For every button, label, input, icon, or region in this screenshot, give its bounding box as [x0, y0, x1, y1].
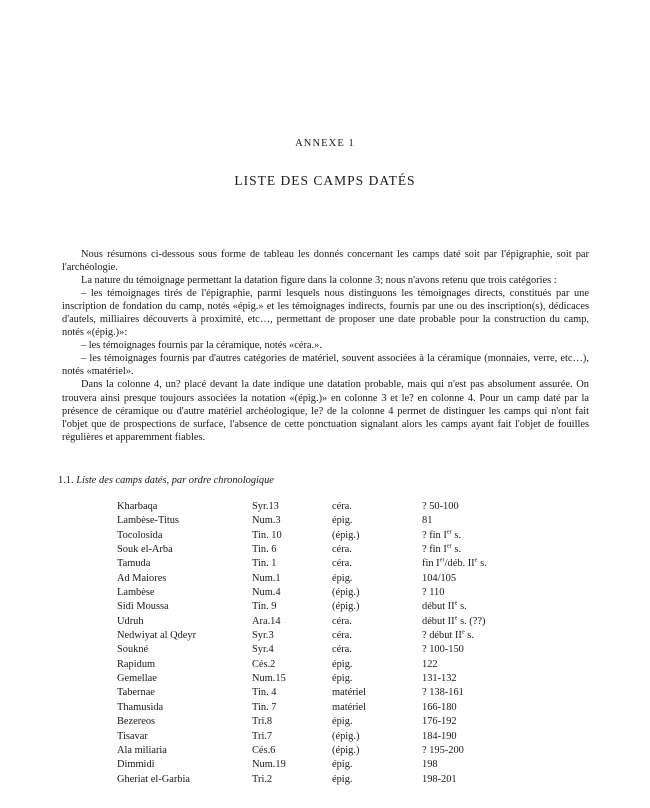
cell-province: Ara.14 [252, 615, 281, 627]
cell-province: Tin. 9 [252, 601, 277, 613]
cell-type: épig. [332, 773, 353, 785]
table-row [117, 715, 572, 729]
cell-site: Rapidum [117, 658, 156, 670]
cell-type: (épig.) [332, 744, 360, 756]
section-heading [58, 475, 274, 486]
cell-province: Num.19 [252, 759, 286, 771]
cell-site: Udruh [117, 615, 144, 627]
table-row [117, 514, 572, 528]
cell-date: 122 [422, 658, 438, 670]
table-row [117, 773, 572, 787]
table-row [117, 543, 572, 557]
cell-date: 198 [422, 759, 438, 771]
cell-date: 131-132 [422, 673, 457, 685]
cell-type: (épig.) [332, 730, 360, 742]
cell-site: Lambèse [117, 587, 155, 599]
cell-province: Num.4 [252, 587, 281, 599]
intro-text [62, 248, 589, 444]
cell-site: Tocolosida [117, 529, 163, 541]
cell-site: Bezereos [117, 716, 156, 728]
cell-date: ? 195-200 [422, 744, 464, 756]
cell-date: 198-201 [422, 773, 457, 785]
cell-province: Tin. 7 [252, 701, 277, 713]
cell-date: 176-192 [422, 716, 457, 728]
cell-type: épig. [332, 515, 353, 527]
cell-type: céra. [332, 615, 352, 627]
intro-paragraph-2: La nature du témoignage permettant la datation figure dans la colonne 3; nous n'avons retenu que trois catégories : [81, 275, 557, 287]
section-number: 1.1. [58, 475, 74, 486]
cell-site: Dimmidi [117, 759, 155, 771]
intro-bullet-epigraphie: – les témoignages tirés de l'épigraphie, parmi lesquels nous distinguons les témoignages directs, constitués par une inscription de fondation du camp, notés «épig.» et les témoignages indirects, fournis par une ou des inscription(s), dédicaces d'autels, milliaires découverts à proximité, etc…, permettant de proposer une date probable pour la construction du camp, notés «(épig.)»: [62, 288, 589, 339]
cell-type: (épig.) [332, 587, 360, 599]
cell-province: Num.1 [252, 572, 281, 584]
cell-province: Num.3 [252, 515, 281, 527]
cell-type: épig. [332, 658, 353, 670]
cell-province: Tri.2 [252, 773, 273, 785]
cell-type: épig. [332, 759, 353, 771]
cell-type: céra. [332, 644, 352, 656]
cell-province: Tri.8 [252, 716, 273, 728]
cell-type: épig. [332, 572, 353, 584]
intro-bullet-materiel: – les témoignages fournis par d'autres catégories de matériel, souvent associées à la céramique (monnaies, verre, etc…), notés «matériel». [62, 353, 589, 378]
cell-site: Lambèse-Titus [117, 515, 179, 527]
page-title: LISTE DES CAMPS DATÉS [234, 173, 416, 188]
cell-province: Tin. 6 [252, 544, 277, 556]
cell-province: Syr.4 [252, 644, 274, 656]
table-row [117, 572, 572, 586]
table-row [117, 744, 572, 758]
cell-date: 104/105 [422, 572, 457, 584]
cell-date: 166-180 [422, 701, 457, 713]
camps-table-body [117, 500, 572, 787]
table-row [117, 758, 572, 772]
cell-type: matériel [332, 701, 367, 713]
cell-site: Tisavar [117, 730, 148, 742]
table-row [117, 730, 572, 744]
cell-province: Num.15 [252, 673, 286, 685]
table-row [117, 701, 572, 715]
cell-date: ? 110 [422, 587, 445, 599]
cell-site: Ala miliaria [117, 744, 167, 756]
table-row [117, 529, 572, 543]
table-row [117, 643, 572, 657]
cell-date: début IIe s. [422, 599, 467, 613]
cell-province: Syr.3 [252, 630, 274, 642]
cell-province: Tin. 10 [252, 529, 282, 541]
cell-date: ? fin Ier s. [422, 528, 462, 541]
cell-site: Gheriat el-Garbia [117, 773, 190, 785]
table-row [117, 500, 572, 514]
table-row [117, 686, 572, 700]
cell-date: ? début IIe s. [422, 628, 474, 642]
cell-site: Thamusida [117, 701, 164, 713]
cell-province: Syr.13 [252, 501, 279, 512]
cell-site: Ad Maiores [117, 572, 167, 584]
cell-date: 184-190 [422, 730, 457, 742]
camps-table [117, 500, 572, 787]
cell-site: Nedwiyat al Qdeyr [117, 630, 197, 642]
cell-type: (épig.) [332, 601, 360, 613]
cell-type: céra. [332, 558, 352, 570]
table-row [117, 615, 572, 629]
cell-type: épig. [332, 716, 353, 728]
cell-type: (épig.) [332, 529, 360, 541]
cell-type: épig. [332, 673, 353, 685]
table-row [117, 557, 572, 571]
cell-site: Soukné [117, 644, 149, 656]
cell-date: ? 50-100 [422, 501, 459, 512]
table-row [117, 629, 572, 643]
cell-province: Cés.6 [252, 744, 276, 756]
intro-paragraph-1: Nous résumons ci-dessous sous forme de tableau les donnés concernant les camps daté soit par l'épigraphie, soit par l'archéologie. [62, 249, 589, 274]
table-row [117, 600, 572, 614]
cell-site: Tabernae [117, 687, 155, 699]
cell-date: 81 [422, 515, 433, 527]
cell-province: Tri.7 [252, 730, 273, 742]
table-row [117, 658, 572, 672]
cell-province: Tin. 1 [252, 558, 277, 570]
cell-province: Cés.2 [252, 658, 276, 670]
cell-site: Tamuda [117, 558, 151, 570]
cell-date: début IIe s. (??) [422, 614, 486, 627]
table-row [117, 586, 572, 600]
cell-site: Gemellae [117, 673, 157, 685]
cell-date: ? 100-150 [422, 644, 464, 656]
annexe-label: ANNEXE 1 [295, 138, 355, 149]
cell-type: céra. [332, 630, 352, 642]
intro-paragraph-3: Dans la colonne 4, un? placé devant la date indique une datation probable, mais qui n'est pas absolument assurée. On trouvera ainsi presque toujours associées la notation «(épig.)» en colonne 3 et le? en colonne 4. Pour un camp daté par la présence de céramique ou d'autre matériel archéologique, le? de la colonne 4 permet de distinguer les camps qui n'ont fait l'objet que de prospections de surface, l'absence de cette ponctuation signalant alors les camps ayant fait l'objet de fouilles régulières et apparemment fiables. [62, 379, 589, 443]
cell-type: matériel [332, 687, 367, 699]
cell-type: céra. [332, 544, 352, 556]
cell-date: ? fin Ier s. [422, 542, 462, 556]
section-title: Liste des camps datés, par ordre chronologique [76, 475, 274, 486]
cell-date: ? 138-161 [422, 687, 464, 699]
cell-date: fin Ier/déb. IIe s. [422, 556, 487, 570]
table-row [117, 672, 572, 686]
intro-bullet-ceramique: – les témoignages fournis par la céramique, notés «céra.». [81, 340, 322, 352]
cell-site: Souk el-Arba [117, 544, 173, 556]
cell-type: céra. [332, 501, 352, 512]
cell-site: Sidi Moussa [117, 601, 169, 613]
cell-province: Tin. 4 [252, 687, 277, 699]
cell-site: Kharbaqa [117, 501, 158, 512]
